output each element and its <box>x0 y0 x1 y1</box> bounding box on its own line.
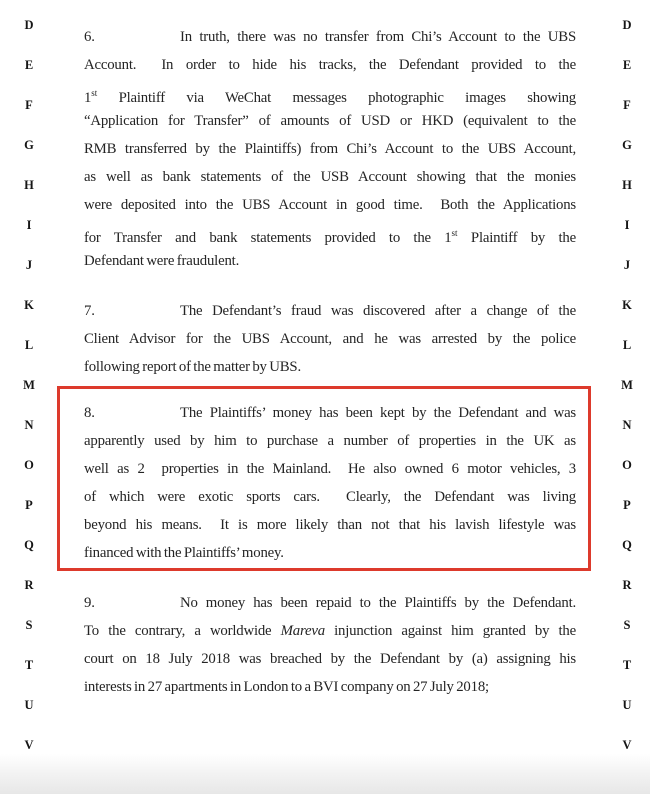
margin-letter-T: T <box>24 658 34 672</box>
text-segment: The Defendant’s fraud was discovered after a change of the <box>180 303 576 319</box>
text-segment: Plaintiff via WeChat messages photographic images showing <box>97 90 576 106</box>
margin-letter-V: V <box>24 738 34 752</box>
margin-letter-E: E <box>622 58 632 72</box>
text-segment: for Transfer and bank statements provided to the 1 <box>84 230 452 246</box>
margin-letter-H: H <box>622 178 632 192</box>
text-line <box>84 617 576 645</box>
margin-letter-I: I <box>624 218 630 232</box>
text-line <box>84 589 576 617</box>
margin-letter-O: O <box>622 458 632 472</box>
margin-letter-R: R <box>622 578 632 592</box>
text-segment: The Plaintiffs’ money has been kept by the Defendant and was <box>180 405 576 421</box>
superscript: st <box>91 88 98 98</box>
paragraph-6 <box>84 23 576 275</box>
text-line <box>84 23 576 51</box>
margin-letter-M: M <box>23 378 35 392</box>
margin-letter-K: K <box>622 298 632 312</box>
margin-letter-J: J <box>623 258 631 272</box>
text-line <box>84 107 576 135</box>
superscript: st <box>451 228 458 238</box>
margin-letter-G: G <box>622 138 632 152</box>
margin-letter-L: L <box>24 338 34 352</box>
paragraph-number: 8. <box>84 405 95 421</box>
margin-letter-N: N <box>24 418 34 432</box>
margin-letter-U: U <box>24 698 34 712</box>
text-line <box>84 297 576 325</box>
text-segment: interests in 27 apartments in London to a BVI company on 27 July 2018; <box>84 679 489 695</box>
margin-letter-U: U <box>622 698 632 712</box>
paragraph-number: 9. <box>84 595 95 611</box>
paragraph-7 <box>84 297 576 381</box>
margin-letter-P: P <box>25 498 33 512</box>
text-segment: RMB transferred by the Plaintiffs) from Chi’s Account to the UBS Account, <box>84 141 576 157</box>
margin-letter-I: I <box>26 218 32 232</box>
text-segment: court on 18 July 2018 was breached by the Defendant by (a) assigning his <box>84 651 576 667</box>
margin-letter-N: N <box>622 418 632 432</box>
margin-letter-H: H <box>24 178 34 192</box>
right-margin-letter-column <box>618 0 636 794</box>
margin-letter-F: F <box>623 98 631 112</box>
text-line <box>84 163 576 191</box>
text-segment: as well as bank statements of the USB Account showing that the monies <box>84 169 576 185</box>
text-segment: In truth, there was no transfer from Chi’s Account to the UBS <box>180 29 576 45</box>
text-line <box>84 79 576 107</box>
text-line <box>84 645 576 673</box>
italic-term: Mareva <box>280 623 325 639</box>
margin-letter-F: F <box>25 98 33 112</box>
text-line <box>84 673 576 701</box>
page-bottom-shadow <box>0 754 650 794</box>
paragraph-number: 6. <box>84 29 95 45</box>
margin-letter-E: E <box>24 58 34 72</box>
text-segment: To the contrary, a worldwide <box>84 623 281 639</box>
text-line <box>84 353 576 381</box>
text-line <box>84 247 576 275</box>
text-line <box>84 135 576 163</box>
red-annotation-box <box>57 386 591 571</box>
margin-letter-S: S <box>623 618 631 632</box>
text-line <box>84 325 576 353</box>
text-segment: well as 2 properties in the Mainland. He also owned 6 motor vehicles, 3 <box>84 461 576 477</box>
text-segment: Client Advisor for the UBS Account, and he was arrested by the police <box>84 331 576 347</box>
text-segment: following report of the matter by UBS. <box>84 359 301 375</box>
text-segment: apparently used by him to purchase a number of properties in the UK as <box>84 433 576 449</box>
margin-letter-T: T <box>622 658 632 672</box>
margin-letter-L: L <box>622 338 632 352</box>
margin-letter-V: V <box>622 738 632 752</box>
text-line <box>84 219 576 247</box>
text-segment: of which were exotic sports cars. Clearly, the Defendant was living <box>84 489 576 505</box>
text-line <box>84 191 576 219</box>
margin-letter-Q: Q <box>622 538 632 552</box>
text-segment: were deposited into the UBS Account in good time. Both the Applications <box>84 197 576 213</box>
text-segment: Plaintiff by the <box>457 230 576 246</box>
text-segment: Defendant were fraudulent. <box>84 253 240 269</box>
text-segment: 1 <box>84 90 92 106</box>
paragraph-9 <box>84 589 576 701</box>
text-line <box>84 51 576 79</box>
text-segment: Account. In order to hide his tracks, the Defendant provided to the <box>84 57 576 73</box>
text-segment: financed with the Plaintiffs’ money. <box>84 545 284 561</box>
margin-letter-S: S <box>25 618 33 632</box>
text-segment: No money has been repaid to the Plaintiffs by the Defendant. <box>180 595 576 611</box>
text-segment: injunction against him granted by the <box>324 623 576 639</box>
margin-letter-M: M <box>621 378 633 392</box>
paragraph-number: 7. <box>84 303 95 319</box>
text-segment: “Application for Transfer” of amounts of USD or HKD (equivalent to the <box>84 113 576 129</box>
margin-letter-G: G <box>24 138 34 152</box>
left-margin-letter-column <box>20 0 38 794</box>
margin-letter-J: J <box>25 258 33 272</box>
margin-letter-R: R <box>24 578 34 592</box>
margin-letter-Q: Q <box>24 538 34 552</box>
text-segment: beyond his means. It is more likely than not that his lavish lifestyle was <box>84 517 576 533</box>
margin-letter-D: D <box>622 18 632 32</box>
margin-letter-D: D <box>24 18 34 32</box>
margin-letter-O: O <box>24 458 34 472</box>
margin-letter-K: K <box>24 298 34 312</box>
margin-letter-P: P <box>623 498 631 512</box>
